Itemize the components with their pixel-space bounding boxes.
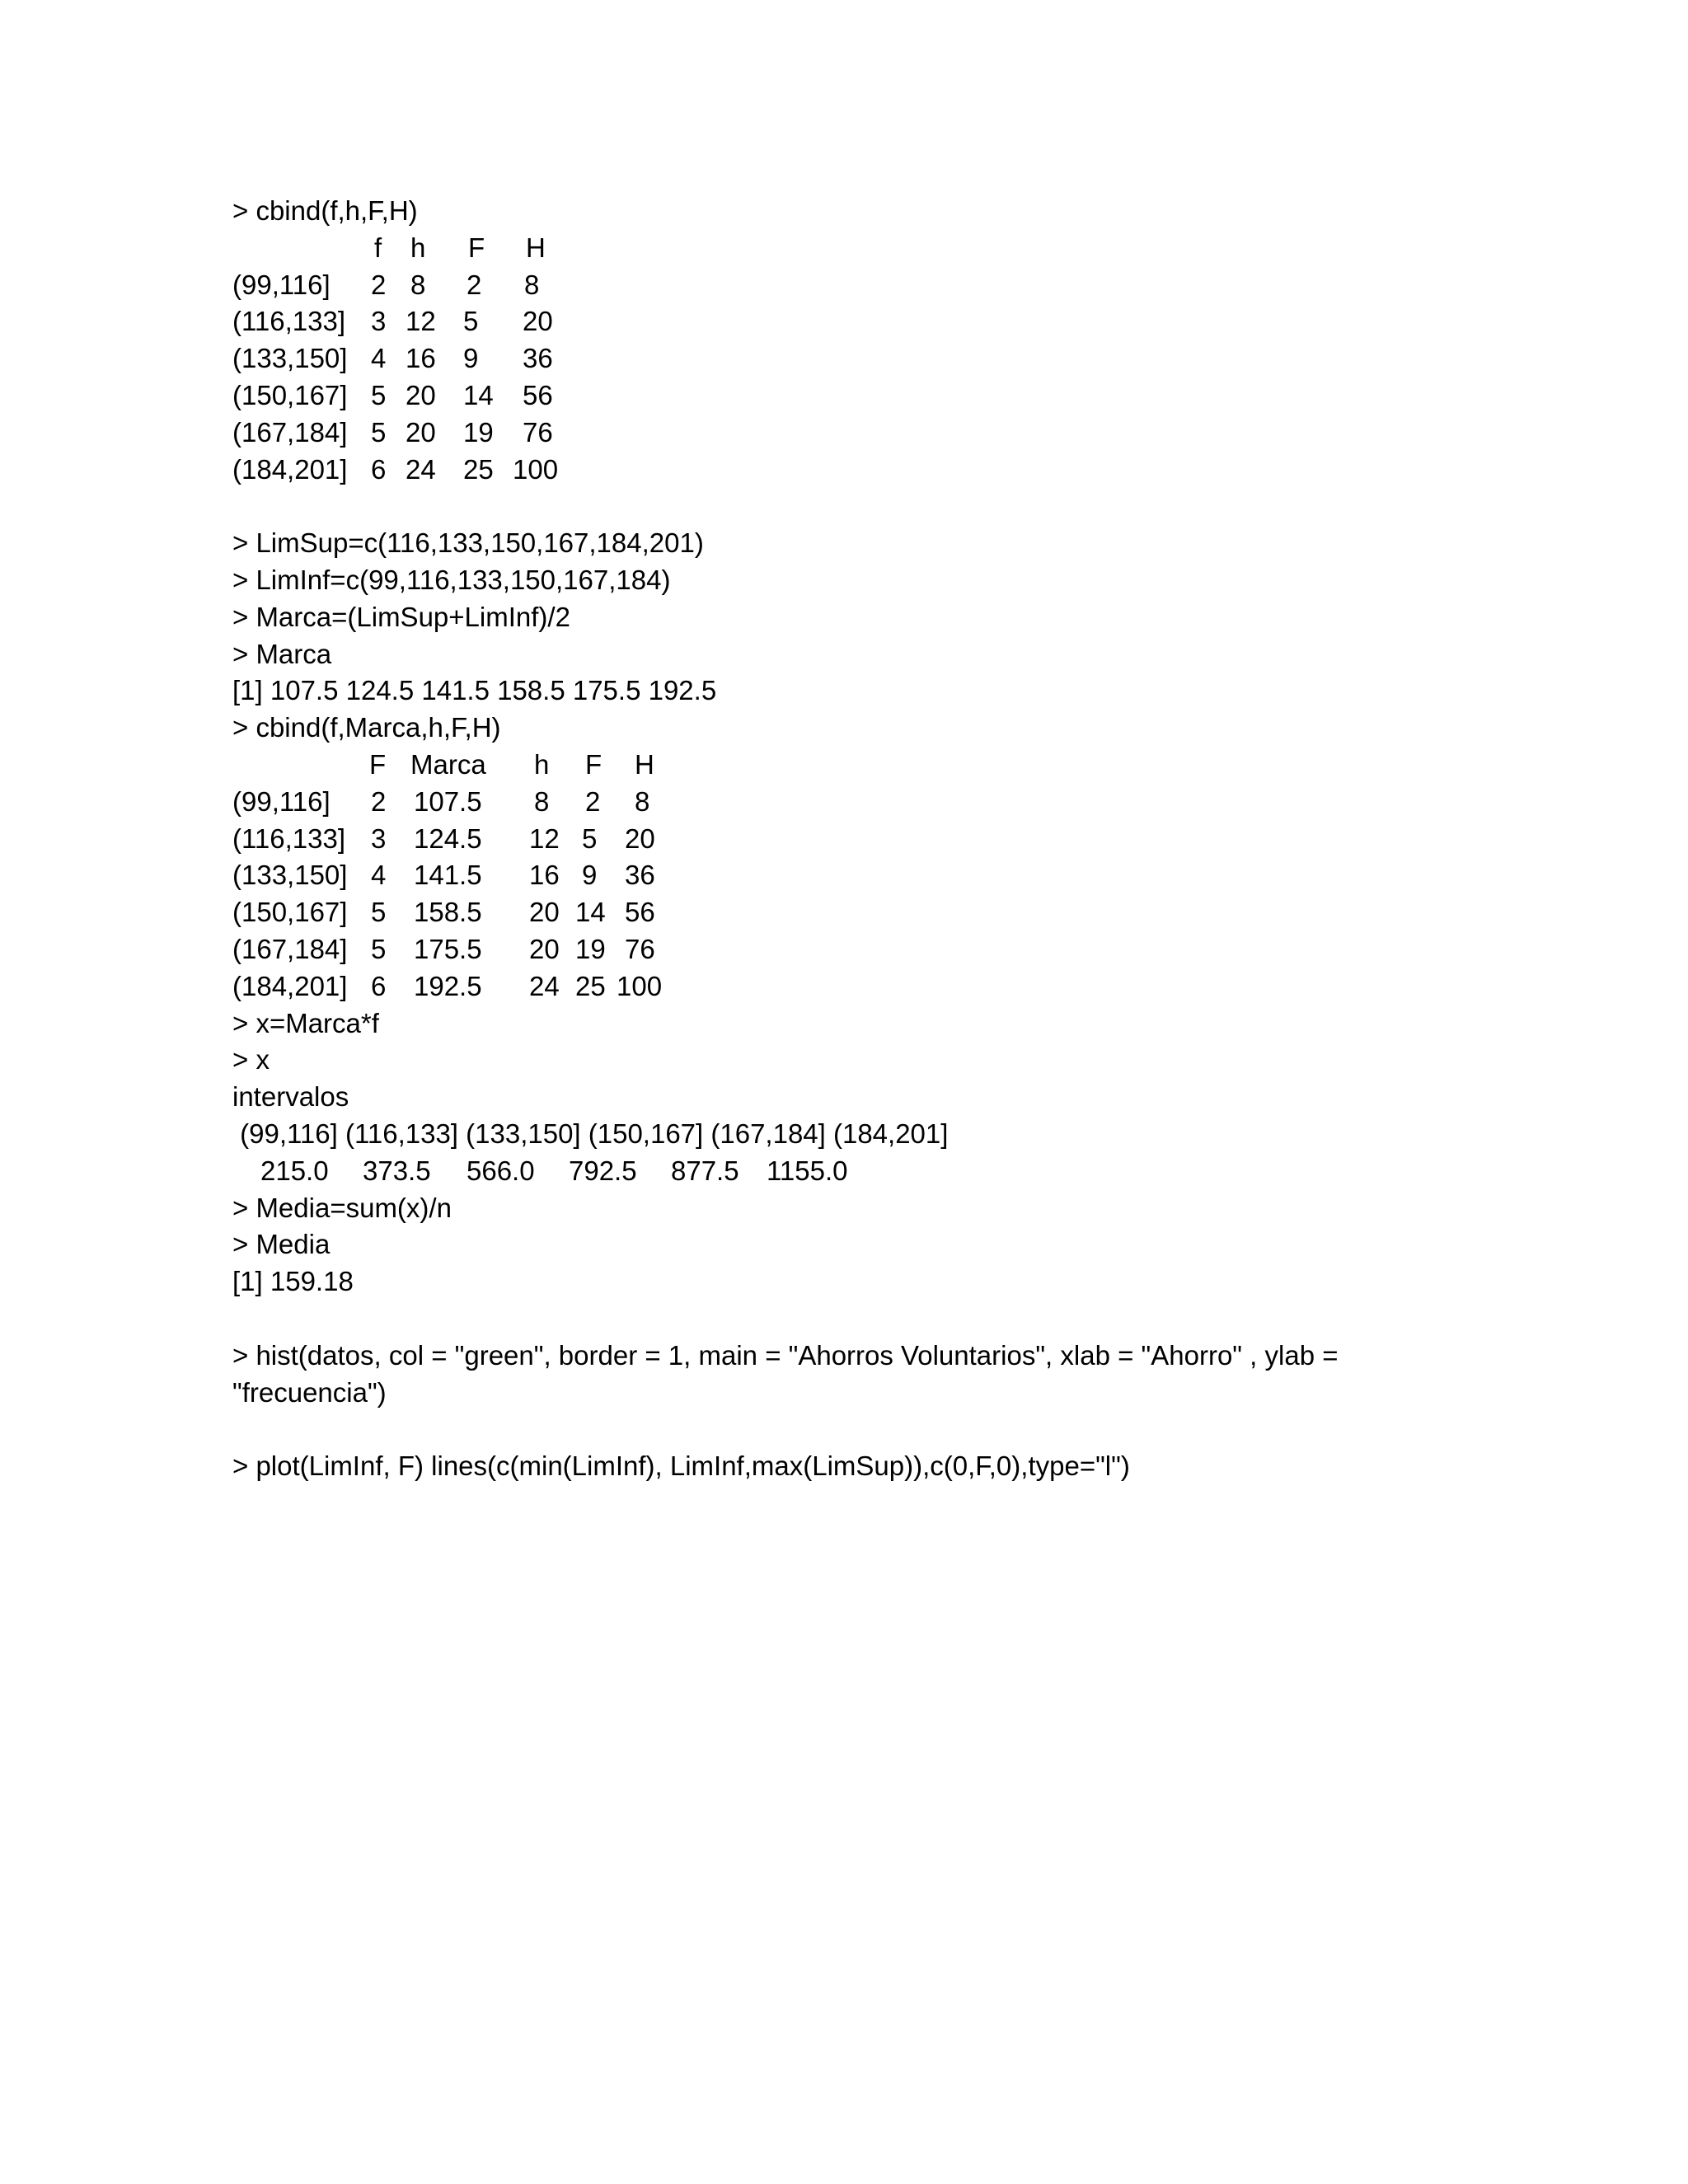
column-header: F xyxy=(585,748,603,780)
column-header: F xyxy=(369,748,387,780)
table-cell: 20 xyxy=(406,379,436,410)
table-cell: 16 xyxy=(406,343,436,374)
row-label: (116,133] xyxy=(232,306,345,337)
table-cell: 20 xyxy=(523,306,553,337)
column-header: h xyxy=(410,232,426,263)
table-cell: 12 xyxy=(406,306,436,337)
table-cell: 36 xyxy=(625,860,655,891)
table-cell: 24 xyxy=(529,970,560,1001)
row-label: (99,116] xyxy=(232,269,331,300)
column-header: f xyxy=(374,232,382,263)
table-cell: 4 xyxy=(371,343,387,374)
table-cell: 56 xyxy=(523,379,553,410)
table-header-row xyxy=(232,230,1469,267)
table-header-row xyxy=(232,747,1469,784)
table-cell: 107.5 xyxy=(414,785,482,817)
column-header: h xyxy=(534,748,550,780)
r-console-transcript xyxy=(232,193,1469,1485)
command-line: > LimSup=c(116,133,150,167,184,201) xyxy=(232,527,704,559)
command-line: > Media=sum(x)/n xyxy=(232,1192,452,1223)
table-cell: 9 xyxy=(463,343,479,374)
table-row xyxy=(232,415,1469,452)
row-label: (150,167] xyxy=(232,379,348,410)
table-cell: 25 xyxy=(463,453,494,485)
table-row xyxy=(232,931,1469,968)
command-line: > LimInf=c(99,116,133,150,167,184) xyxy=(232,564,671,595)
table-cell: 2 xyxy=(371,785,387,817)
output-value: 792.5 xyxy=(569,1155,637,1186)
frequency-table xyxy=(232,230,1469,489)
table-cell: 6 xyxy=(371,970,387,1001)
table-cell: 8 xyxy=(410,269,426,300)
table-cell: 8 xyxy=(524,269,540,300)
command-line: > cbind(f,Marca,h,F,H) xyxy=(232,712,501,743)
table-cell: 2 xyxy=(467,269,482,300)
table-cell: 20 xyxy=(529,897,560,928)
table-cell: 100 xyxy=(513,453,559,485)
table-row xyxy=(232,857,1469,894)
table-row xyxy=(232,303,1469,340)
table-cell: 24 xyxy=(406,453,436,485)
output-line: [1] 107.5 124.5 141.5 158.5 175.5 192.5 xyxy=(232,675,717,706)
table-cell: 9 xyxy=(582,860,598,891)
column-header: H xyxy=(526,232,546,263)
table-row xyxy=(232,452,1469,489)
table-cell: 6 xyxy=(371,453,387,485)
table-cell: 3 xyxy=(371,306,387,337)
command-line: > x xyxy=(232,1044,270,1076)
table-cell: 158.5 xyxy=(414,897,482,928)
command-line: > Marca xyxy=(232,638,332,669)
table-cell: 5 xyxy=(371,897,387,928)
table-cell: 5 xyxy=(371,379,387,410)
row-label: (184,201] xyxy=(232,970,348,1001)
table-cell: 12 xyxy=(529,823,560,854)
table-cell: 175.5 xyxy=(414,933,482,964)
table-cell: 5 xyxy=(582,823,598,854)
table-cell: 2 xyxy=(585,785,601,817)
table-cell: 8 xyxy=(635,785,650,817)
table-cell: 56 xyxy=(625,897,655,928)
column-header: H xyxy=(635,748,654,780)
table-cell: 14 xyxy=(463,379,494,410)
table-row xyxy=(232,784,1469,821)
table-row xyxy=(232,377,1469,415)
output-line: [1] 159.18 xyxy=(232,1266,354,1297)
row-label: (133,150] xyxy=(232,343,348,374)
command-line: > cbind(f,h,F,H) xyxy=(232,195,418,226)
table-row xyxy=(232,894,1469,931)
command-line: > Media xyxy=(232,1229,331,1260)
table-cell: 36 xyxy=(523,343,553,374)
table-cell: 76 xyxy=(625,933,655,964)
output-value: 877.5 xyxy=(671,1155,739,1186)
blank-line xyxy=(232,1411,1469,1448)
table-cell: 20 xyxy=(625,823,655,854)
table-cell: 20 xyxy=(406,416,436,448)
table-row xyxy=(232,340,1469,377)
output-value: 566.0 xyxy=(467,1155,535,1186)
table-cell: 19 xyxy=(463,416,494,448)
table-cell: 100 xyxy=(617,970,663,1001)
table-cell: 4 xyxy=(371,860,387,891)
output-value: 215.0 xyxy=(260,1155,329,1186)
table-cell: 76 xyxy=(523,416,553,448)
table-row xyxy=(232,968,1469,1005)
row-label: (184,201] xyxy=(232,453,348,485)
table-cell: 25 xyxy=(575,970,606,1001)
table-cell: 3 xyxy=(371,823,387,854)
command-line: > x=Marca*f xyxy=(232,1007,379,1038)
output-value: 1155.0 xyxy=(767,1155,848,1186)
table-cell: 16 xyxy=(529,860,560,891)
output-value: 373.5 xyxy=(363,1155,431,1186)
table-cell: 5 xyxy=(371,933,387,964)
output-title: intervalos xyxy=(232,1081,349,1113)
row-label: (133,150] xyxy=(232,860,348,891)
table-row xyxy=(232,267,1469,304)
table-cell: 19 xyxy=(575,933,606,964)
table-cell: 5 xyxy=(463,306,479,337)
row-label: (167,184] xyxy=(232,933,348,964)
blank-line xyxy=(232,1301,1469,1338)
row-label: (150,167] xyxy=(232,897,348,928)
table-cell: 2 xyxy=(371,269,387,300)
table-cell: 141.5 xyxy=(414,860,482,891)
table-cell: 8 xyxy=(534,785,550,817)
table-cell: 20 xyxy=(529,933,560,964)
plot-command: > plot(LimInf, F) lines(c(min(LimInf), LimInf,max(LimSup)),c(0,F,0),type="l") xyxy=(232,1451,1130,1482)
column-header: Marca xyxy=(410,748,486,780)
table-cell: 192.5 xyxy=(414,970,482,1001)
row-label: (167,184] xyxy=(232,416,348,448)
output-header: (99,116] (116,133] (133,150] (150,167] (167,184] (184,201] xyxy=(232,1118,949,1149)
class-mark-table xyxy=(232,747,1469,1005)
row-label: (116,133] xyxy=(232,823,345,854)
hist-command: > hist(datos, col = "green", border = 1, main = "Ahorros Voluntarios", xlab = "Ahorro" , ylab = "frecuencia") xyxy=(232,1339,1339,1408)
table-cell: 5 xyxy=(371,416,387,448)
table-row xyxy=(232,821,1469,858)
table-cell: 14 xyxy=(575,897,606,928)
row-label: (99,116] xyxy=(232,785,331,817)
column-header: F xyxy=(468,232,485,263)
command-line: > Marca=(LimSup+LimInf)/2 xyxy=(232,601,570,632)
blank-line xyxy=(232,488,1469,525)
table-cell: 124.5 xyxy=(414,823,482,854)
output-values-row xyxy=(232,1153,1469,1190)
